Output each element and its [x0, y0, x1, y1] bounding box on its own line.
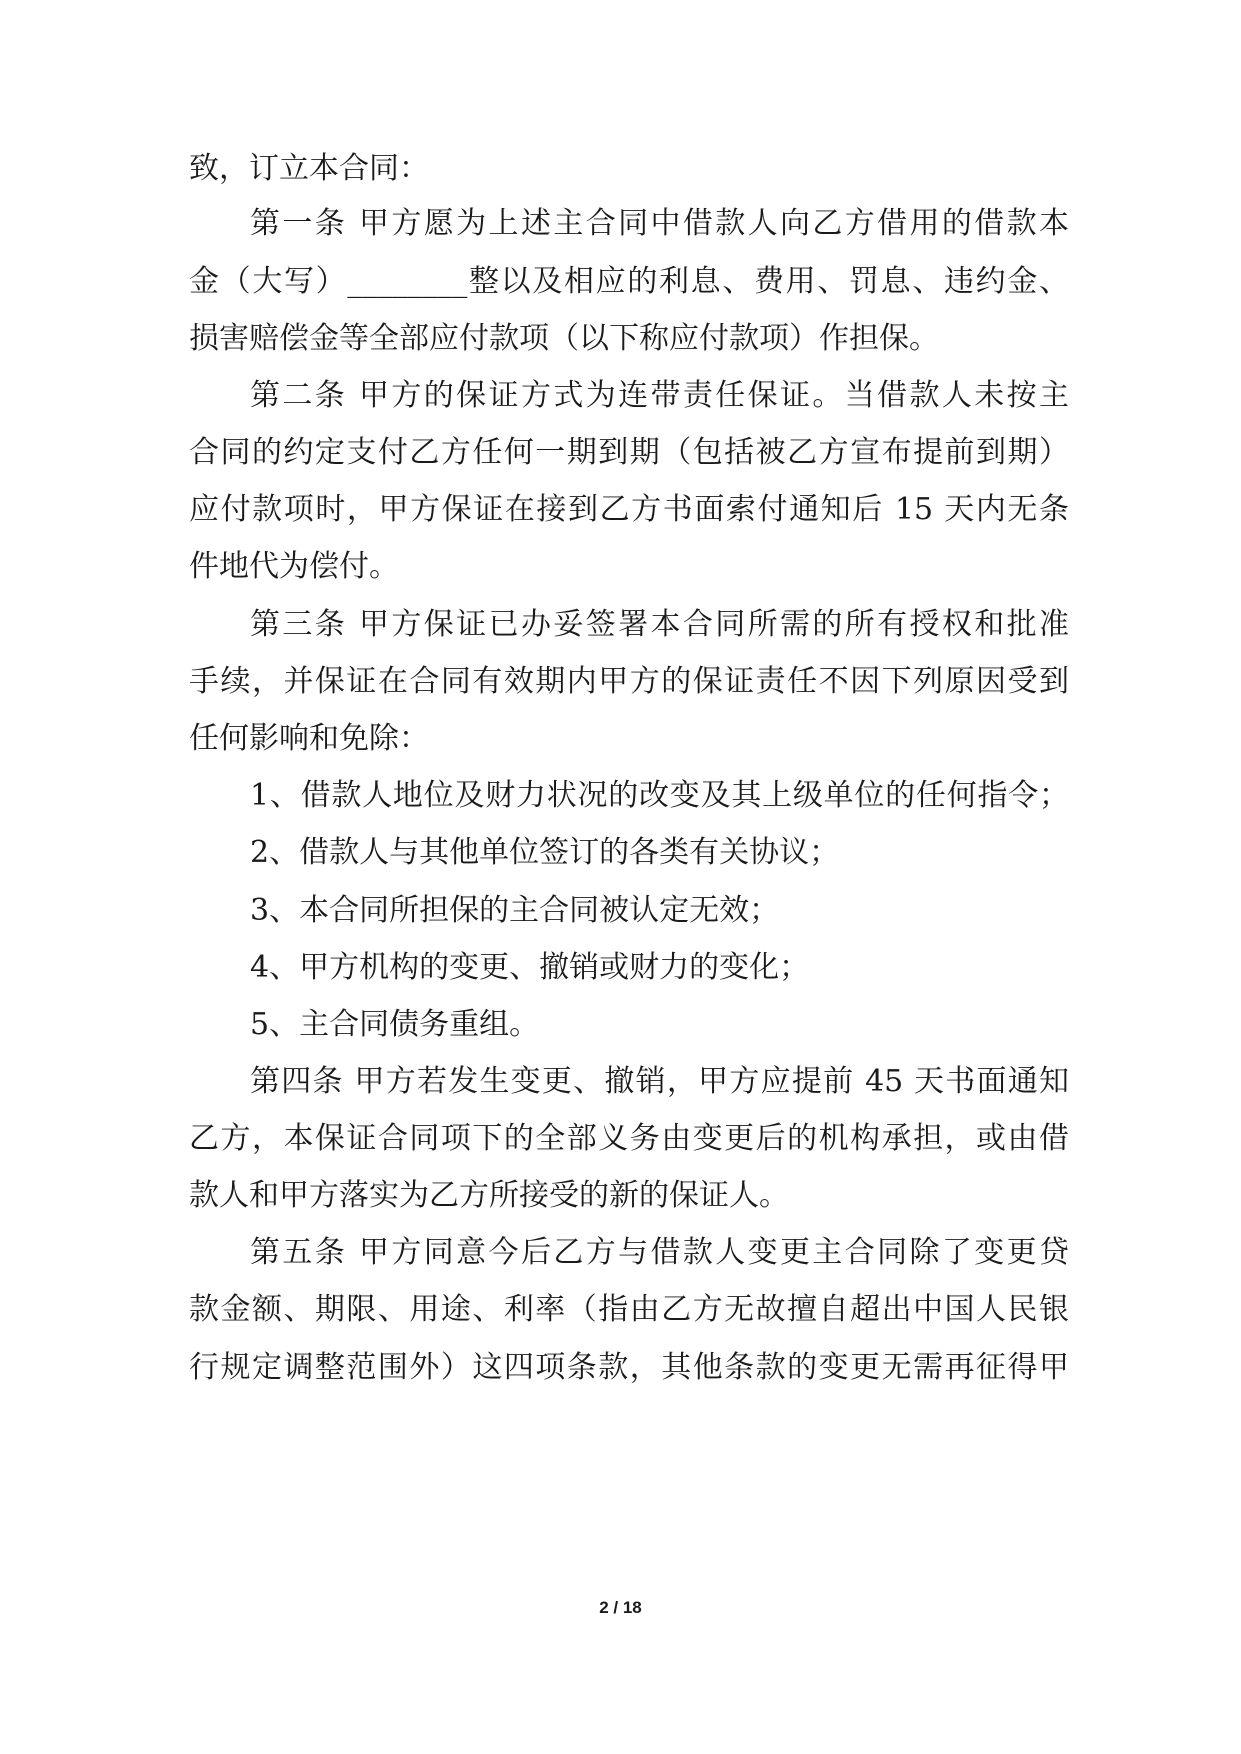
- article-1-line-1: 第一条 甲方愿为上述主合同中借款人向乙方借用的借款本: [250, 206, 1069, 241]
- article-2-line-4: 件地代为偿付。: [189, 549, 399, 584]
- list-item-4: 4、甲方机构的变更、撤销或财力的变化；: [250, 950, 810, 985]
- article-1-line-2: 金（大写）________整以及相应的利息、费用、罚息、违约金、: [189, 264, 1069, 299]
- page-number: 2 / 18: [599, 1598, 642, 1617]
- article-5-line-2: 款金额、期限、用途、利率（指由乙方无故擅自超出中国人民银: [189, 1292, 1069, 1327]
- article-2-line-2: 合同的约定支付乙方任何一期到期（包括被乙方宣布提前到期）: [189, 435, 1069, 470]
- article-3-line-1: 第三条 甲方保证已办妥签署本合同所需的所有授权和批准: [250, 607, 1069, 642]
- article-4-line-1: 第四条 甲方若发生变更、撤销，甲方应提前 45 天书面通知: [250, 1064, 1069, 1099]
- article-1-line-3: 损害赔偿金等全部应付款项（以下称应付款项）作担保。: [189, 321, 939, 356]
- list-item-5: 5、主合同债务重组。: [250, 1007, 540, 1042]
- list-item-1: 1、借款人地位及财力状况的改变及其上级单位的任何指令；: [250, 778, 1069, 813]
- article-3-line-3: 任何影响和免除：: [189, 721, 429, 756]
- article-5-line-3: 行规定调整范围外）这四项条款，其他条款的变更无需再征得甲: [189, 1350, 1069, 1385]
- text-line-1: 致，订立本合同：: [189, 151, 429, 186]
- article-4-line-2: 乙方，本保证合同项下的全部义务由变更后的机构承担，或由借: [189, 1121, 1069, 1156]
- list-item-2: 2、借款人与其他单位签订的各类有关协议；: [250, 835, 840, 870]
- article-3-line-2: 手续，并保证在合同有效期内甲方的保证责任不因下列原因受到: [189, 664, 1069, 699]
- list-item-3: 3、本合同所担保的主合同被认定无效；: [250, 893, 780, 928]
- article-2-line-3: 应付款项时，甲方保证在接到乙方书面索付通知后 15 天内无条: [189, 492, 1069, 527]
- article-2-line-1: 第二条 甲方的保证方式为连带责任保证。当借款人未按主: [250, 378, 1069, 413]
- article-4-line-3: 款人和甲方落实为乙方所接受的新的保证人。: [189, 1178, 789, 1213]
- article-5-line-1: 第五条 甲方同意今后乙方与借款人变更主合同除了变更贷: [250, 1235, 1069, 1270]
